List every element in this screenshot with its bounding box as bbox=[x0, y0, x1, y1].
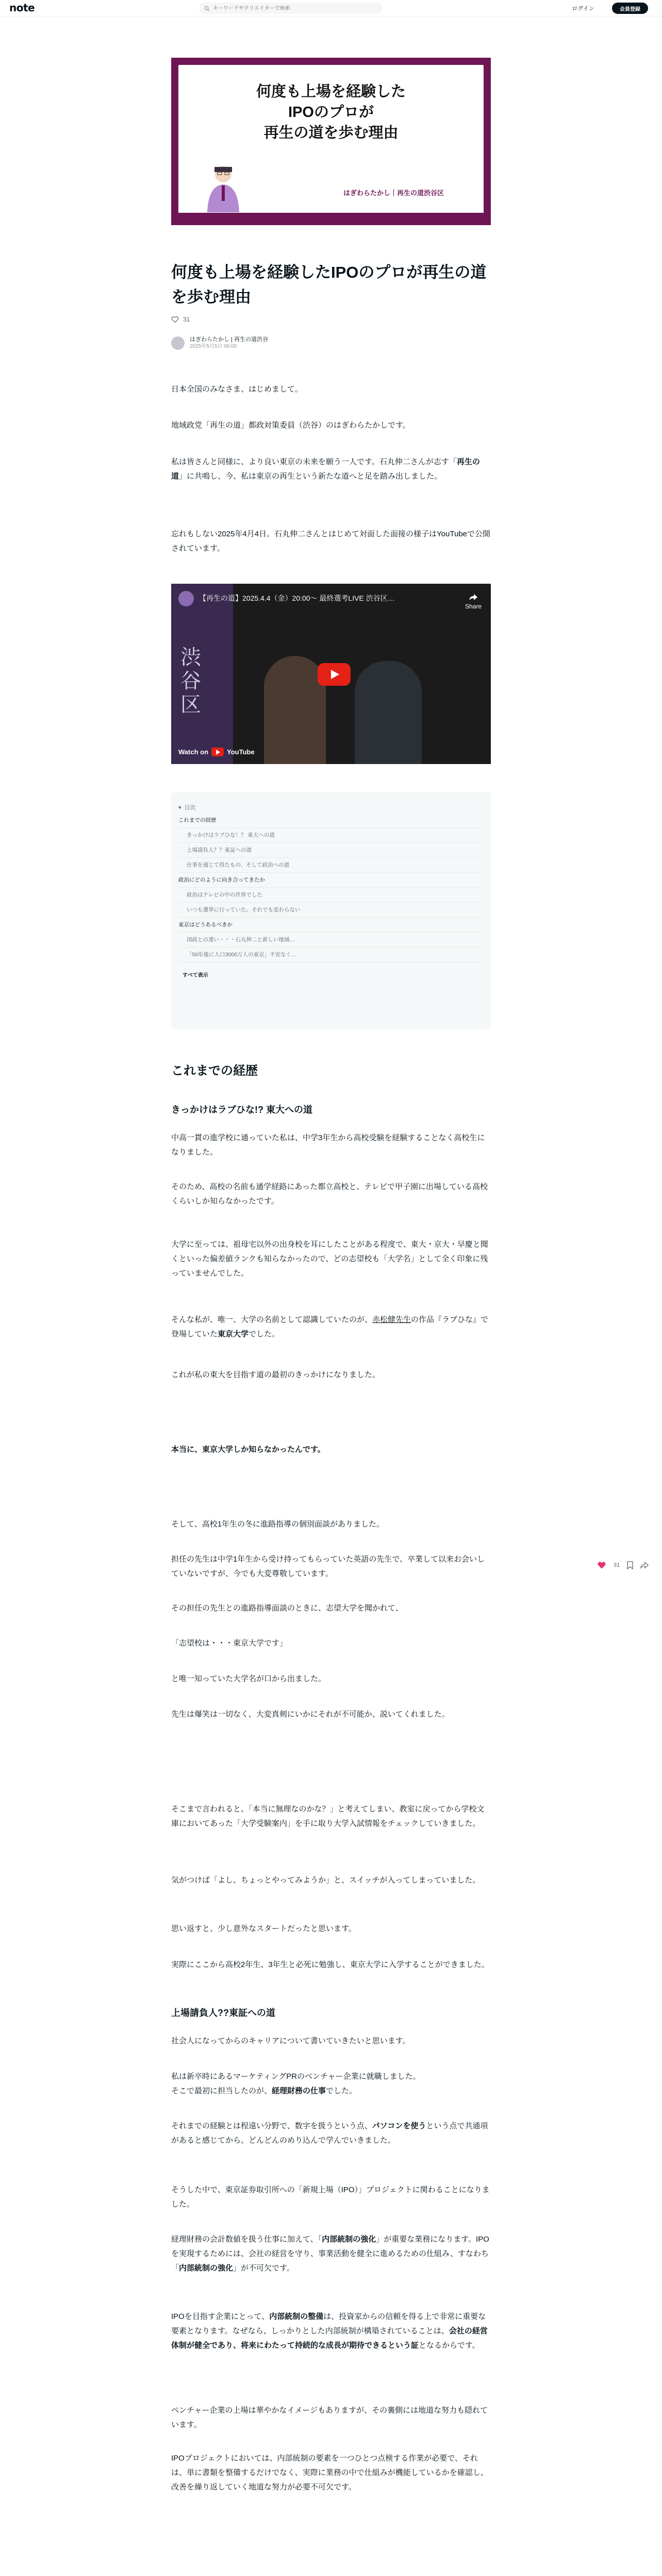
paragraph: 先生は爆笑は一切なく、大変真剣にいかにそれが不可能か、説いてくれました。 bbox=[171, 1710, 450, 1719]
text-run: 」が不可欠です。 bbox=[233, 2264, 294, 2273]
signup-button[interactable]: 会員登録 bbox=[612, 3, 648, 14]
video-title[interactable]: 【再生の道】2025.4.4（金）20:00〜 最終選考LIVE 渋谷区… bbox=[199, 594, 395, 602]
video-person bbox=[355, 661, 422, 764]
avatar[interactable] bbox=[171, 336, 185, 350]
like-row bbox=[171, 316, 190, 323]
text-run: 会社の経営体制が健全であり、将来にわたって持続的な成長が期待できるという証 bbox=[171, 2327, 488, 2350]
youtube-icon bbox=[211, 748, 224, 756]
hero-title-line: IPOのプロが bbox=[288, 104, 374, 121]
text-run: となるからです。 bbox=[419, 2341, 480, 2350]
paragraph: そうした中で、東京証券取引所への「新規上場（IPO）」プロジェクトに関わることになりました。 bbox=[171, 2185, 490, 2209]
bookmark-icon[interactable] bbox=[627, 1561, 633, 1569]
hero-card bbox=[178, 65, 484, 218]
toc-item[interactable]: 上場請負人？？東証への道 bbox=[178, 843, 484, 858]
share-button[interactable] bbox=[465, 593, 482, 610]
subsection-heading: 上場請負人??東証への道 bbox=[171, 2008, 275, 2018]
presenter-illustration bbox=[203, 161, 243, 212]
author-name[interactable]: はぎわらたかし | 再生の道渋谷 bbox=[190, 336, 268, 343]
chevron-down-icon: ▾ bbox=[178, 804, 181, 811]
paragraph: 担任の先生は中学1年生から受け持ってもらっていた英語の先生で、卒業して以来お会いしていないですが、今でも大変尊敬しています。 bbox=[171, 1555, 485, 1578]
paragraph bbox=[171, 2310, 491, 2353]
paragraph: そこまで言われると、「本当に無理なのかな？」と考えてしまい、教室に戻ってから学校文庫においてあった「大学受験案内」を手に取り大学入試情報をチェックしていきました。 bbox=[171, 1805, 485, 1828]
hero-title-line: 何度も上場を経験した bbox=[256, 83, 406, 100]
paragraph bbox=[171, 455, 491, 484]
subsection-heading: きっかけはラブひな!? 東大への道 bbox=[171, 1105, 312, 1115]
paragraph: ベンチャー企業の上場は華やかなイメージもありますが、その裏側には地道な努力も隠れています。 bbox=[171, 2406, 488, 2429]
text-run: 経理財務の仕事 bbox=[272, 2087, 326, 2095]
toc-item[interactable]: 国政との違い・・・石丸伸二と新しい地域… bbox=[178, 933, 484, 947]
toc-show-all-button[interactable]: すべて表示 bbox=[183, 973, 208, 978]
text-run: 内部統制の整備 bbox=[269, 2312, 324, 2321]
search-bar[interactable] bbox=[199, 3, 383, 14]
share-label: Share bbox=[465, 603, 482, 610]
text-run: 内部統制の強化 bbox=[322, 2235, 376, 2244]
share-icon bbox=[469, 593, 478, 601]
text-run: パソコンを使う bbox=[372, 2122, 426, 2130]
hero-band bbox=[178, 213, 484, 218]
text-run: 内部統制の強化 bbox=[179, 2264, 234, 2273]
share-icon[interactable] bbox=[640, 1561, 649, 1569]
text-run: 東京大学 bbox=[218, 1330, 249, 1338]
login-button[interactable]: ログイン bbox=[572, 6, 594, 12]
text-run: それまでの経験とは程遠い分野で、数字を扱うという点、 bbox=[171, 2122, 372, 2130]
section-heading: これまでの経歴 bbox=[171, 1064, 258, 1078]
paragraph: 気がつけば「よし、ちょっとやってみようか」と、スイッチが入ってしまっていました。 bbox=[171, 1876, 481, 1885]
paragraph: そして、高校1年生の冬に進路指導の個別面談がありました。 bbox=[171, 1520, 385, 1529]
text-run: は、投資家からの信頼を得る上で非常に重要な要素となります。なぜなら、しっかりとした内部統制が構築されていることは、 bbox=[171, 2312, 486, 2335]
paragraph: 中高一貫の進学校に通っていた私は、中学3年生から高校受験を経験することなく高校生になりました。 bbox=[171, 1133, 485, 1157]
watch-on-youtube[interactable] bbox=[178, 748, 255, 756]
paragraph: と唯一知っていた大学名が口から出ました。 bbox=[171, 1674, 326, 1683]
video-side-text: 渋谷区 bbox=[180, 646, 201, 717]
paragraph: 思い返すと、少し意外なスタートだったと思います。 bbox=[171, 1924, 356, 1933]
toc-item[interactable]: 「50年後に人口3000万人の東京」不安なく… bbox=[178, 947, 484, 962]
text-run: 再生の道 bbox=[171, 457, 480, 481]
youtube-label: YouTube bbox=[227, 748, 255, 756]
toc-list bbox=[178, 813, 484, 962]
paragraph: IPOプロジェクトにおいては、内部統制の要素を一つひとつ点検する作業が必要で、それは、単に書類を整備するだけでなく、実際に業務の中で仕組みが機能しているかを確認し、改善を繰り返していく地道な努力が必要不可欠です。 bbox=[171, 2454, 488, 2492]
toc-item[interactable]: 東京はどうあるべきか bbox=[178, 918, 484, 933]
paragraph: 「志望校は・・・東京大学です」 bbox=[171, 1639, 288, 1648]
paragraph bbox=[171, 1313, 491, 1342]
play-button[interactable] bbox=[318, 663, 351, 686]
toc-item[interactable]: 仕事を通じて得たもの、そして政治への道 bbox=[178, 858, 484, 873]
text-run: 私は新卒時にあるマーケティングPRのベンチャー企業に就職しました。 bbox=[171, 2072, 421, 2081]
paragraph: その担任の先生との進路指導面談のときに、志望大学を聞かれて、 bbox=[171, 1604, 403, 1613]
paragraph: 大学に至っては、祖母宅以外の出身校を耳にしたことがある程度で、東大・京大・早慶と聞くといった偏差値ランクも知らなかったので、どの志望校も「大学名」として全く印象に残っていませんでした。 bbox=[171, 1240, 488, 1278]
channel-avatar[interactable] bbox=[178, 591, 194, 606]
text-run: の作品『ラブひな』で登場していた bbox=[171, 1315, 489, 1338]
text-run: 」が重要な業務になります。IPOを実現するためには、会社の経営を守り、事業活動を健全に進めるための仕組み、すなわち「 bbox=[171, 2235, 489, 2273]
paragraph: 社会人になってからのキャリアについて書いていきたいと思います。 bbox=[171, 2037, 410, 2045]
text-run: 私は皆さんと同様に、より良い東京の未来を願う一人です。石丸伸二さんが志す「 bbox=[171, 457, 457, 466]
hero-image bbox=[171, 58, 491, 225]
paragraph: 本当に、東京大学しか知らなかったんです。 bbox=[171, 1445, 325, 1454]
watch-on-label: Watch on bbox=[178, 748, 209, 756]
hero-title bbox=[178, 81, 484, 143]
paragraph bbox=[171, 2232, 491, 2276]
paragraph: 実際にここから高校2年生、3年生と必死に勉強し、東京大学に入学することができました。 bbox=[171, 1960, 489, 1969]
toc-item[interactable]: 政治はテレビの中の世界でした bbox=[178, 888, 484, 903]
paragraph: そのため、高校の名前も通学経路にあった都立高校と、テレビで甲子園に出場している高校くらいしか知らなかったです。 bbox=[171, 1182, 488, 1206]
text-run: IPOを目指す企業にとって、 bbox=[171, 2312, 270, 2321]
hero-title-line: 再生の道を歩む理由 bbox=[263, 125, 399, 141]
text-run: という点で共通項があると感じてから、どんどんのめり込んで学んでいきました。 bbox=[171, 2122, 488, 2145]
article-title: 何度も上場を経験したIPOのプロが再生の道を歩む理由 bbox=[171, 263, 487, 306]
table-of-contents bbox=[171, 792, 491, 1029]
youtube-embed[interactable] bbox=[171, 584, 491, 764]
toc-item[interactable]: 政治にどのように向き合ってきたか bbox=[178, 873, 484, 888]
paragraph: 地域政党「再生の道」都政対策委員（渋谷）のはぎわらたかしです。 bbox=[171, 421, 410, 430]
floating-actions bbox=[597, 1561, 649, 1569]
paragraph bbox=[171, 2070, 491, 2098]
video-person bbox=[264, 656, 326, 764]
toc-heading: 目次 bbox=[184, 805, 196, 811]
search-icon bbox=[204, 6, 210, 11]
hero-caption: はぎわらたかし｜再生の道渋谷区 bbox=[343, 189, 444, 197]
heart-icon[interactable] bbox=[597, 1561, 606, 1569]
text-run: でした。 bbox=[249, 1330, 280, 1338]
paragraph: 日本全国のみなさま、はじめまして。 bbox=[171, 385, 303, 394]
publish-date: 2025年5月5日 06:00 bbox=[190, 344, 237, 349]
paragraph bbox=[171, 2119, 491, 2148]
paragraph: 忘れもしない2025年4月4日。石丸伸二さんとはじめて対面した面接の様子はYouTubeで公開されています。 bbox=[171, 530, 491, 553]
search-input[interactable] bbox=[213, 6, 368, 11]
toc-item[interactable]: これまでの経歴 bbox=[178, 813, 484, 828]
paragraph: これが私の東大を目指す道の最初のきっかけになりました。 bbox=[171, 1370, 380, 1379]
toc-header[interactable] bbox=[178, 802, 484, 813]
like-count: 31 bbox=[183, 316, 190, 323]
text-run: そんな私が、唯一、大学の名前として認識していたのが、 bbox=[171, 1315, 373, 1324]
author-block[interactable] bbox=[171, 336, 268, 350]
text-run: でした。 bbox=[326, 2087, 357, 2095]
heart-icon[interactable] bbox=[171, 316, 179, 323]
author-link[interactable]: 赤松健先生 bbox=[372, 1315, 411, 1324]
toc-item[interactable]: きっかけはラブひな！？ 東大への道 bbox=[178, 828, 484, 843]
like-count: 31 bbox=[614, 1562, 620, 1568]
note-logo[interactable]: note bbox=[9, 2, 35, 14]
text-run: 」に共鳴し、今、私は東京の再生という新たな道へと足を踏み出しました。 bbox=[179, 472, 442, 481]
header bbox=[0, 0, 662, 16]
toc-item[interactable]: いつも選挙に行っていた。それでも変わらない bbox=[178, 903, 484, 918]
text-run: 経理財務の会計数値を扱う仕事に加えて、「 bbox=[171, 2235, 322, 2244]
text-run: そこで最初に担当したのが、 bbox=[171, 2087, 272, 2095]
